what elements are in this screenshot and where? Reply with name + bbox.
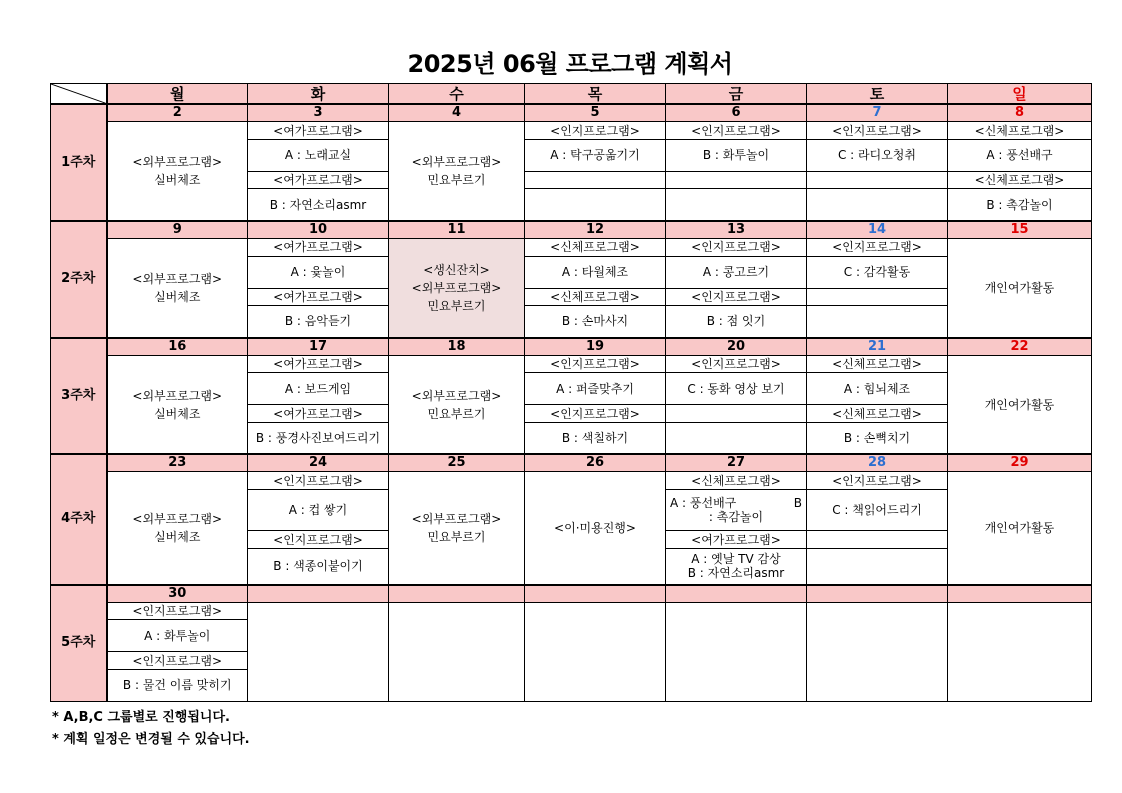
program-activity: A : 화투놀이 (107, 620, 248, 652)
program-activity: A : 컵 쌓기 (248, 490, 389, 531)
date-cell: 25 (389, 454, 525, 472)
day-header-sat: 토 (807, 84, 948, 105)
program-cell (107, 355, 248, 454)
date-cell: 10 (248, 221, 389, 239)
empty-cell (807, 531, 948, 549)
empty-cell (666, 171, 807, 189)
empty-cell (666, 422, 807, 454)
program-cell (389, 472, 525, 585)
date-cell (666, 585, 807, 603)
date-cell: 28 (807, 454, 948, 472)
program-activity: A : 윷놀이 (248, 256, 389, 288)
empty-cell (807, 602, 948, 701)
program-activity: 개인여가활동 (948, 355, 1092, 454)
page-title: 2025년 06월 프로그램 계획서 (407, 50, 733, 78)
date-cell: 5 (525, 104, 666, 122)
program-category: <외부프로그램> (411, 512, 502, 527)
day-header-mon: 월 (107, 84, 248, 105)
empty-cell (807, 306, 948, 338)
program-activity: C : 감각활동 (807, 256, 948, 288)
program-category: <인지프로그램> (248, 472, 389, 490)
program-category: <신체프로그램> (948, 171, 1092, 189)
program-activity: B : 색종이붙이기 (248, 548, 389, 584)
day-header-thu: 목 (525, 84, 666, 105)
program-activity: 실버체조 (154, 530, 201, 545)
week-label-4: 4주차 (51, 454, 107, 584)
program-activity: B (793, 496, 802, 511)
program-category: <여가프로그램> (248, 238, 389, 256)
date-cell: 2 (107, 104, 248, 122)
date-cell: 4 (389, 104, 525, 122)
date-cell: 29 (948, 454, 1092, 472)
program-activity: B : 촉감놀이 (948, 189, 1092, 221)
program-category: <신체프로그램> (666, 472, 807, 490)
date-cell: 6 (666, 104, 807, 122)
date-cell: 17 (248, 338, 389, 356)
empty-cell (807, 288, 948, 306)
program-activity: B : 점 잇기 (666, 306, 807, 338)
program-calendar (50, 83, 1091, 702)
date-cell: 7 (807, 104, 948, 122)
day-header-sun: 일 (948, 84, 1092, 105)
program-activity: A : 타월체조 (525, 256, 666, 288)
program-category: <인지프로그램> (525, 122, 666, 140)
program-activity: B : 음악듣기 (248, 306, 389, 338)
program-cell (107, 122, 248, 221)
empty-cell (948, 602, 1092, 701)
empty-cell (666, 405, 807, 423)
program-category: <신체프로그램> (525, 238, 666, 256)
footnote: * 계획 일정은 변경될 수 있습니다. (52, 732, 250, 747)
program-activity: B : 색칠하기 (525, 422, 666, 454)
program-category: <인지프로그램> (807, 238, 948, 256)
program-category: <여가프로그램> (248, 122, 389, 140)
program-activity: 민요부르기 (427, 530, 486, 545)
program-activity: <이·미용진행> (525, 472, 666, 585)
program-cell (389, 355, 525, 454)
program-category: <인지프로그램> (666, 288, 807, 306)
program-activity: B : 손뼉치기 (807, 422, 948, 454)
date-cell (248, 585, 389, 603)
date-cell: 12 (525, 221, 666, 239)
program-activity: A : 퍼즐맞추기 (525, 373, 666, 405)
empty-cell (666, 189, 807, 221)
program-category: <인지프로그램> (525, 405, 666, 423)
program-activity: 민요부르기 (427, 298, 486, 313)
program-activity: B : 자연소리asmr (687, 566, 785, 581)
program-cell (389, 122, 525, 221)
date-cell: 14 (807, 221, 948, 239)
empty-cell (389, 602, 525, 701)
program-category: <여가프로그램> (248, 288, 389, 306)
week-label-2: 2주차 (51, 221, 107, 338)
program-activity: 실버체조 (154, 406, 201, 421)
program-activity: C : 라디오청취 (807, 139, 948, 171)
program-activity: A : 힘뇌체조 (807, 373, 948, 405)
date-cell (525, 585, 666, 603)
program-activity: B : 자연소리asmr (248, 189, 389, 221)
program-category: <신체프로그램> (807, 405, 948, 423)
date-cell: 30 (107, 585, 248, 603)
week-label-5: 5주차 (51, 585, 107, 702)
empty-cell (525, 602, 666, 701)
program-activity: 민요부르기 (427, 406, 486, 421)
program-activity: A : 탁구공옮기기 (525, 139, 666, 171)
empty-cell (525, 189, 666, 221)
date-cell: 22 (948, 338, 1092, 356)
empty-cell (666, 602, 807, 701)
empty-cell (525, 171, 666, 189)
date-cell: 13 (666, 221, 807, 239)
empty-cell (807, 171, 948, 189)
day-header-fri: 금 (666, 84, 807, 105)
program-activity: B : 손마사지 (525, 306, 666, 338)
date-cell: 8 (948, 104, 1092, 122)
program-category: <외부프로그램> (132, 271, 223, 286)
program-category: <생신잔치> (423, 262, 490, 277)
program-cell (107, 472, 248, 585)
program-activity: A : 노래교실 (248, 139, 389, 171)
date-cell: 26 (525, 454, 666, 472)
date-cell: 27 (666, 454, 807, 472)
program-category: <인지프로그램> (107, 602, 248, 620)
day-header-wed: 수 (389, 84, 525, 105)
program-category: <여가프로그램> (248, 355, 389, 373)
program-activity-group (666, 490, 807, 531)
corner-cell (51, 84, 107, 105)
program-activity-group (666, 548, 807, 584)
program-activity: B : 풍경사진보여드리기 (248, 422, 389, 454)
date-cell: 23 (107, 454, 248, 472)
program-category: <인지프로그램> (248, 531, 389, 549)
empty-cell (248, 602, 389, 701)
footnotes (52, 707, 250, 751)
program-category: <외부프로그램> (132, 388, 223, 403)
date-cell (948, 585, 1092, 603)
program-category: <여가프로그램> (666, 531, 807, 549)
date-cell: 15 (948, 221, 1092, 239)
program-category: <인지프로그램> (807, 472, 948, 490)
date-cell: 24 (248, 454, 389, 472)
birthday-cell (389, 238, 525, 337)
program-category: <외부프로그램> (411, 388, 502, 403)
program-activity: C : 책읽어드리기 (807, 490, 948, 531)
program-activity: 개인여가활동 (948, 238, 1092, 337)
date-cell: 19 (525, 338, 666, 356)
date-cell: 3 (248, 104, 389, 122)
program-category: <외부프로그램> (411, 155, 502, 170)
date-cell (389, 585, 525, 603)
program-category: <여가프로그램> (248, 171, 389, 189)
program-activity: B : 화투놀이 (666, 139, 807, 171)
program-activity: C : 동화 영상 보기 (666, 373, 807, 405)
program-cell (107, 238, 248, 337)
date-cell: 11 (389, 221, 525, 239)
program-category: <인지프로그램> (525, 355, 666, 373)
empty-cell (807, 189, 948, 221)
date-cell: 16 (107, 338, 248, 356)
program-category: <외부프로그램> (411, 280, 502, 295)
footnote: * A,B,C 그룹별로 진행됩니다. (52, 710, 230, 725)
program-category: <여가프로그램> (248, 405, 389, 423)
program-activity: 실버체조 (154, 173, 201, 188)
date-cell: 9 (107, 221, 248, 239)
program-category: <인지프로그램> (666, 122, 807, 140)
program-category: <인지프로그램> (107, 652, 248, 670)
program-category: <신체프로그램> (525, 288, 666, 306)
date-cell: 18 (389, 338, 525, 356)
empty-cell (807, 548, 948, 584)
program-activity: A : 옛날 TV 감상 (691, 552, 781, 567)
date-cell (807, 585, 948, 603)
day-header-tue: 화 (248, 84, 389, 105)
program-category: <신체프로그램> (948, 122, 1092, 140)
program-activity: A : 보드게임 (248, 373, 389, 405)
program-category: <외부프로그램> (132, 512, 223, 527)
program-category: <인지프로그램> (666, 238, 807, 256)
week-label-1: 1주차 (51, 104, 107, 221)
program-category: <외부프로그램> (132, 155, 223, 170)
program-activity: A : 풍선배구 (670, 496, 737, 511)
program-activity: A : 콩고르기 (666, 256, 807, 288)
date-cell: 20 (666, 338, 807, 356)
program-category: <신체프로그램> (807, 355, 948, 373)
program-activity: 민요부르기 (427, 173, 486, 188)
program-activity: A : 풍선배구 (948, 139, 1092, 171)
date-cell: 21 (807, 338, 948, 356)
program-category: <인지프로그램> (666, 355, 807, 373)
program-activity: B : 물건 이름 맞히기 (107, 669, 248, 701)
program-activity: 실버체조 (154, 289, 201, 304)
week-label-3: 3주차 (51, 338, 107, 455)
program-category: <인지프로그램> (807, 122, 948, 140)
program-activity: 개인여가활동 (948, 472, 1092, 585)
program-activity: : 촉감놀이 (708, 510, 764, 525)
